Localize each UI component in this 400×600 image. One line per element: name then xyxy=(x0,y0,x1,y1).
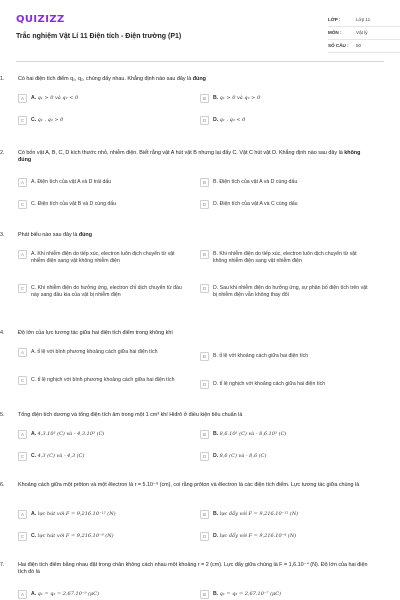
option-letter-box: D xyxy=(200,380,209,389)
option-text: 8,6 (C) và - 8,6 (C) xyxy=(219,453,267,459)
option-c[interactable] xyxy=(18,284,188,298)
option-text: 8,6.10³ (C) và - 8,6.10³ (C) xyxy=(219,431,287,437)
meta-row-subject xyxy=(328,27,400,40)
option-letter-box: C xyxy=(18,116,27,125)
question-text: Hai điện tích điểm bằng nhau đặt trong chân không cách nhau một khoảng r = 2 (cm). Lực đẩy giữa chúng là F = 1,6.10⁻⁴ (N). Độ lớn của hai điện tích đó là xyxy=(18,562,368,576)
option-prefix: C. xyxy=(31,117,37,123)
option-b[interactable] xyxy=(200,510,370,519)
option-letter-box: B xyxy=(200,510,209,519)
question-number: 2. xyxy=(0,150,5,156)
option-letter-box: D xyxy=(200,452,209,461)
question-text: Tổng điện tích dương và tổng điện tích âm trong một 1 cm³ khí Hiđrô ở điều kiện tiêu chuẩn là xyxy=(18,412,243,418)
option-letter-box: C xyxy=(18,200,27,209)
option-text: lực hút với F = 9,216.10⁻⁸ (N) xyxy=(37,533,114,539)
option-d[interactable] xyxy=(200,284,370,298)
option-text: B. tỉ lệ với khoảng cách giữa hai điện tích xyxy=(213,353,309,359)
option-a[interactable] xyxy=(18,590,188,599)
question-stem xyxy=(18,330,368,337)
option-b[interactable] xyxy=(200,430,370,439)
option-a[interactable] xyxy=(18,430,188,439)
question-text: Có bốn vật A, B, C, D kích thước nhỏ, nhiễm điện. Biết rằng vật A hút vật B nhưng lại đẩy C. Vật C hút vật D. Khẳng định nào sau đây là xyxy=(18,150,343,156)
option-prefix: D. xyxy=(213,533,219,539)
option-letter-box: B xyxy=(200,352,209,361)
option-text: A. Khi nhiễm điện do tiếp xúc, electron luôn dịch chuyển từ vật nhiễm điện sang vật không nhiễm điện xyxy=(31,251,175,264)
option-text: q₁ = q₂ = 2,67.10⁻⁷ (μC) xyxy=(219,591,282,597)
option-text: lực đẩy với F = 9,216.10⁻¹² (N) xyxy=(219,511,299,517)
option-prefix: C. xyxy=(31,533,37,539)
option-letter-box: A xyxy=(18,510,27,519)
option-text: D. tỉ lệ nghịch với khoảng cách giữa hai điện tích xyxy=(213,381,326,387)
question-number: 7. xyxy=(0,562,5,568)
meta-value: Lớp 11 xyxy=(356,17,371,23)
meta-value: Vật lý xyxy=(356,30,368,36)
option-letter-box: C xyxy=(18,532,27,541)
option-letter-box: B xyxy=(200,590,209,599)
question-text: Độ lớn của lực tương tác giữa hai điện tích điểm trong không khí xyxy=(18,330,173,336)
option-prefix: B. xyxy=(213,95,219,101)
option-letter-box: C xyxy=(18,284,27,293)
option-text: q₁ > 0 và q₂ < 0 xyxy=(37,95,79,101)
option-prefix: D. xyxy=(213,453,219,459)
question-stem xyxy=(18,562,368,576)
question-emphasis: đúng xyxy=(192,76,206,82)
option-letter-box: D xyxy=(200,532,209,541)
option-b[interactable] xyxy=(200,250,370,264)
option-letter-box: A xyxy=(18,430,27,439)
question-number: 5. xyxy=(0,412,5,418)
option-prefix: B. xyxy=(213,511,219,517)
option-text: 4,3 (C) và - 4,3 (C) xyxy=(37,453,85,459)
option-text: lực hút với F = 9,216.10⁻¹² (N) xyxy=(37,511,116,517)
option-text: C. Điện tích của vật B và D cùng dấu xyxy=(31,201,117,207)
option-b[interactable] xyxy=(200,178,370,187)
option-b[interactable] xyxy=(200,94,370,103)
question-text: Có hai điện tích điểm q₁, q₂, chúng đẩy nhau. Khẳng định nào sau đây là xyxy=(18,76,192,82)
question-stem xyxy=(18,150,368,164)
option-letter-box: D xyxy=(200,116,209,125)
option-c[interactable] xyxy=(18,532,188,541)
option-a[interactable] xyxy=(18,348,188,357)
option-d[interactable] xyxy=(200,200,370,209)
option-d[interactable] xyxy=(200,452,370,461)
question-emphasis: đúng xyxy=(78,232,93,238)
option-prefix: A. xyxy=(31,95,37,101)
option-text: B. Điện tích của vật A và D cùng dấu xyxy=(213,179,298,185)
option-text: D. Điện tích của vật A và C cùng dấu xyxy=(213,201,298,207)
option-d[interactable] xyxy=(200,380,370,389)
option-letter-box: A xyxy=(18,348,27,357)
option-letter-box: B xyxy=(200,250,209,259)
question-stem xyxy=(18,412,368,419)
option-a[interactable] xyxy=(18,178,188,187)
option-prefix: A. xyxy=(31,431,37,437)
question-number: 4. xyxy=(0,330,5,336)
option-letter-box: A xyxy=(18,250,27,259)
option-prefix: C. xyxy=(31,453,37,459)
question-stem xyxy=(18,76,368,83)
option-text: lực đẩy với F = 9,216.10⁻⁸ (N) xyxy=(219,533,297,539)
option-a[interactable] xyxy=(18,510,188,519)
option-letter-box: B xyxy=(200,94,209,103)
option-text: B. Khi nhiễm điện do tiếp xúc, electron luôn dịch chuyển từ vật không nhiễm điện sang vật nhiễm điện xyxy=(213,251,357,264)
option-letter-box: B xyxy=(200,430,209,439)
option-prefix: B. xyxy=(213,591,219,597)
question-number: 3. xyxy=(0,232,5,238)
option-text: D. Sau khi nhiễm điện do hưởng ứng, sự phân bố điện tích trên vật bị nhiễm điện vẫn không thay đổi xyxy=(213,285,368,298)
meta-row-question-count xyxy=(328,40,400,53)
option-c[interactable] xyxy=(18,116,188,125)
option-d[interactable] xyxy=(200,532,370,541)
option-letter-box: A xyxy=(18,94,27,103)
option-prefix: A. xyxy=(31,511,37,517)
option-text: C. tỉ lệ nghịch với bình phương khoảng cách giữa hai điện tích xyxy=(31,377,175,383)
option-text: A. tỉ lệ với bình phương khoảng cách giữa hai điện tích xyxy=(31,349,158,355)
meta-value: 50 xyxy=(356,43,362,49)
meta-label: LỚP : xyxy=(328,17,341,23)
option-a[interactable] xyxy=(18,94,188,103)
option-prefix: A. xyxy=(31,591,37,597)
option-text: q₁ = q₂ = 2,67.10⁻⁹ (μC) xyxy=(37,591,100,597)
option-text: q₁ . q₂ < 0 xyxy=(219,117,246,123)
worksheet-header xyxy=(16,0,384,62)
meta-row-class xyxy=(328,14,400,27)
option-letter-box: C xyxy=(18,376,27,385)
worksheet-title: Trắc nghiệm Vật Lí 11 Điện tích - Điện trường (P1) xyxy=(16,33,182,40)
option-letter-box: A xyxy=(18,590,27,599)
quizizz-logo: QUIZIZZ xyxy=(16,14,65,25)
option-letter-box: D xyxy=(200,284,209,293)
option-letter-box: C xyxy=(18,452,27,461)
question-number: 6. xyxy=(0,482,5,488)
option-prefix: D. xyxy=(213,117,219,123)
question-stem xyxy=(18,482,368,489)
option-letter-box: A xyxy=(18,178,27,187)
option-letter-box: D xyxy=(200,200,209,209)
option-prefix: B. xyxy=(213,431,219,437)
option-text: A. Điện tích của vật A và D trái dấu xyxy=(31,179,112,185)
option-c[interactable] xyxy=(18,452,188,461)
option-b[interactable] xyxy=(200,590,370,599)
option-b[interactable] xyxy=(200,352,370,361)
option-c[interactable] xyxy=(18,200,188,209)
question-text: Phát biểu nào sau đây là xyxy=(18,232,78,238)
option-text: q₁ . q₂ > 0 xyxy=(37,117,64,123)
option-letter-box: B xyxy=(200,178,209,187)
question-number: 1. xyxy=(0,76,5,82)
option-text: 4,3.10³ (C) và - 4,3.10³ (C) xyxy=(37,431,105,437)
worksheet-meta xyxy=(328,14,400,53)
question-stem xyxy=(18,232,368,239)
question-emphasis: không đúng xyxy=(18,150,361,164)
meta-label: MÔN : xyxy=(328,30,342,36)
option-c[interactable] xyxy=(18,376,188,385)
question-text: Khoảng cách giữa một prôton và một êlectron là r = 5.10⁻⁹ (cm), coi rằng prôton và êlectron là các điện tích điểm. Lực tương tác giữa chúng là xyxy=(18,482,360,488)
option-text: C. Khi nhiễm điện do hưởng ứng, electron chỉ dịch chuyển từ đầu này sang đầu kia của vật bị nhiễm điện xyxy=(31,285,182,298)
option-text: q₁ > 0 và q₂ > 0 xyxy=(219,95,261,101)
meta-label: SỐ CÂU : xyxy=(328,43,349,49)
option-d[interactable] xyxy=(200,116,370,125)
option-a[interactable] xyxy=(18,250,188,264)
